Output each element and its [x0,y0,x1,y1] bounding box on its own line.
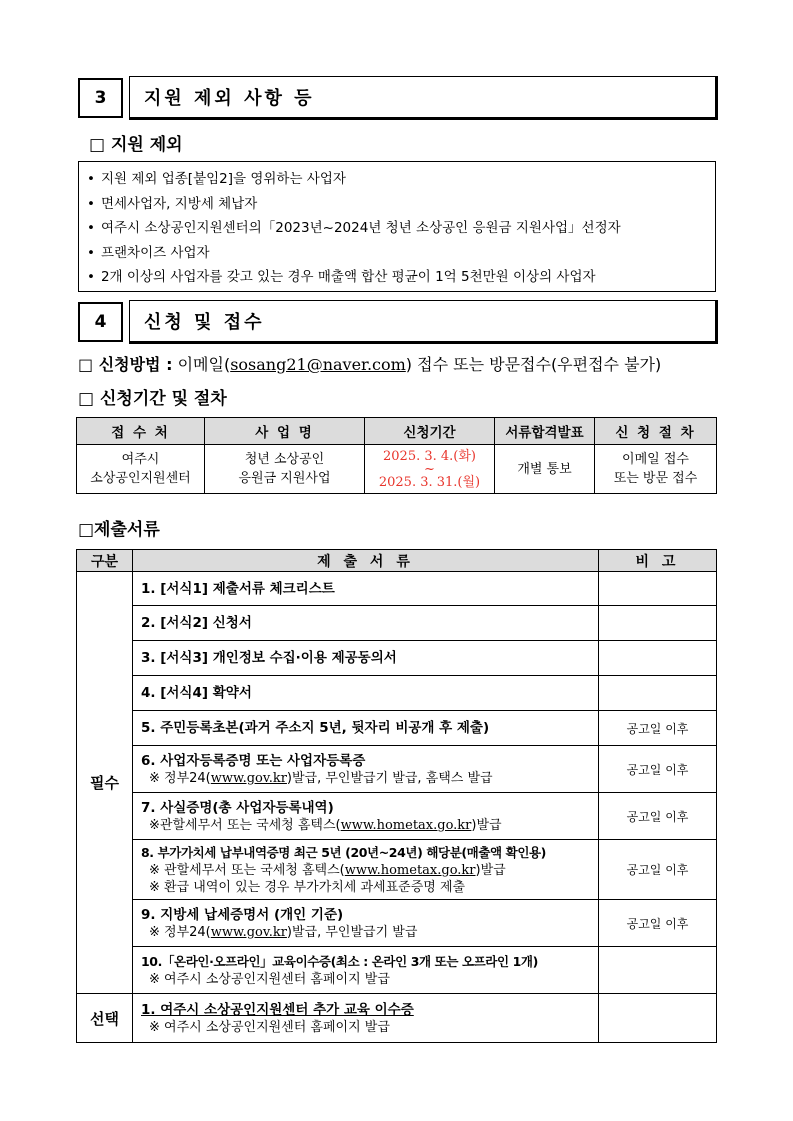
doc-cell [133,676,599,711]
doc-note: 공고일 이후 [599,793,717,840]
method-label: □ 신청방법 : [78,355,173,374]
doc-sub-suffix: )발급, 무인발급기 발급 [286,924,418,940]
procedure-cell [595,445,717,494]
col-category: 구분 [77,550,133,572]
col-period: 신청기간 [365,418,495,445]
method-suffix: ) 접수 또는 방문접수(우편접수 불가) [405,355,662,374]
doc-sub: ※ 여주시 소상공인지원센터 홈페이지 발급 [149,1019,390,1035]
doc-cell [133,900,599,947]
doc-note: 공고일 이후 [599,900,717,947]
col-office: 접 수 처 [77,418,205,445]
doc-note: 공고일 이후 [599,840,717,900]
doc-title: 4. [서식4] 확약서 [141,685,252,701]
table-row [77,606,717,641]
doc-title: 1. 여주시 소상공인지원센터 추가 교육 이수증 [141,1001,414,1018]
table-row [77,572,717,606]
announce-cell: 개별 통보 [495,445,595,494]
table-row [77,840,717,900]
col-announce: 서류합격발표 [495,418,595,445]
doc-cell [133,641,599,676]
exclusion-item: • 프랜차이즈 사업자 [87,241,707,266]
doc-cell [133,994,599,1043]
exclusion-item: • 2개 이상의 사업자를 갖고 있는 경우 매출액 합산 평균이 1억 5천만원 이상의 사업자 [87,265,707,290]
procedure-line: 또는 방문 접수 [613,471,698,486]
doc-title: 2. [서식2] 신청서 [141,615,252,631]
doc-note [599,572,717,606]
program-line: 청년 소상공인 [244,452,325,467]
doc-note [599,676,717,711]
schedule-table [76,417,717,494]
program-cell [205,445,365,494]
table-row [77,947,717,994]
doc-sub [141,817,598,834]
exclusion-item: • 면세사업자, 지방세 체납자 [87,192,707,217]
method-prefix: 이메일( [177,355,231,374]
doc-sub [141,924,598,941]
col-program: 사 업 명 [205,418,365,445]
doc-title: 6. 사업자등록증명 또는 사업자등록증 [141,752,366,769]
exclusion-item: • 지원 제외 업종[붙임2]을 영위하는 사업자 [87,167,707,192]
doc-sub-suffix: )발급 [475,862,506,878]
office-line: 여주시 [121,452,160,467]
gov-link[interactable]: www.gov.kr [210,770,287,786]
email-link[interactable]: sosang21@naver.com [230,355,406,374]
period-separator: ~ [424,461,435,477]
section-4-title: 신청 및 접수 [129,300,718,344]
application-method [78,352,661,375]
table-row [77,900,717,947]
doc-title: 10.「온라인·오프라인」교육이수증(최소 : 온라인 3개 또는 오프라인 1개) [141,953,538,969]
exclusion-item: • 여주시 소상공인지원센터의「2023년~2024년 청년 소상공인 응원금 지원사업」선정자 [87,216,707,241]
col-procedure: 신 청 절 차 [595,418,717,445]
doc-sub-prefix: ※ 정부24( [149,770,211,786]
doc-note [599,606,717,641]
hometax-link[interactable]: www.hometax.go.kr [344,862,476,878]
program-line: 응원금 지원사업 [238,471,331,486]
required-label: 필수 [77,572,133,994]
period-cell [365,445,495,494]
doc-cell [133,947,599,994]
doc-sub [141,862,598,879]
col-documents: 제 출 서 류 [133,550,599,572]
doc-cell [133,711,599,746]
table-row [77,711,717,746]
period-start: 2025. 3. 4.(화) [383,448,476,464]
doc-cell [133,746,599,793]
gov-link[interactable]: www.gov.kr [210,924,287,940]
table-row [77,793,717,840]
period-end: 2025. 3. 31.(월) [378,474,481,490]
doc-note: 공고일 이후 [599,746,717,793]
doc-sub-suffix: )발급, 무인발급기 발급, 홈택스 발급 [286,770,493,786]
doc-title: 8. 부가가치세 납부내역증명 최근 5년 (20년~24년) 해당분(매출액 확인용) [141,844,546,860]
doc-title: 5. 주민등록초본(과거 주소지 5년, 뒷자리 비공개 후 제출) [141,720,490,736]
doc-sub: ※ 환급 내역이 있는 경우 부가가치세 과세표준증명 제출 [149,879,466,895]
doc-sub [141,770,598,787]
table-row [77,746,717,793]
doc-cell [133,572,599,606]
section-4-number: 4 [78,302,123,342]
optional-label: 선택 [77,994,133,1043]
documents-heading: □제출서류 [78,520,160,540]
office-cell [77,445,205,494]
col-remarks: 비 고 [599,550,717,572]
period-heading: □ 신청기간 및 절차 [78,389,227,409]
documents-table [76,549,717,1043]
exclusion-list [78,161,716,292]
doc-note [599,994,717,1043]
doc-title: 9. 지방세 납세증명서 (개인 기준) [141,906,344,923]
table-row [77,641,717,676]
section-3-title: 지원 제외 사항 등 [129,76,718,120]
doc-note [599,641,717,676]
office-line: 소상공인지원센터 [90,471,191,486]
doc-cell [133,840,599,900]
doc-sub-prefix: ※관할세무서 또는 국세청 홈텍스( [149,817,341,833]
doc-sub-prefix: ※ 정부24( [149,924,211,940]
doc-note [599,947,717,994]
procedure-line: 이메일 접수 [622,452,689,467]
doc-cell [133,606,599,641]
subheading-exclusions: □ 지원 제외 [89,135,183,155]
doc-sub-suffix: )발급 [471,817,502,833]
table-row [77,994,717,1043]
doc-title: 3. [서식3] 개인정보 수집·이용 제공동의서 [141,650,397,666]
doc-sub-prefix: ※ 관할세무서 또는 국세청 홈텍스( [149,862,345,878]
hometax-link[interactable]: www.hometax.go.kr [340,817,472,833]
doc-sub: ※ 여주시 소상공인지원센터 홈페이지 발급 [149,971,390,987]
doc-title: 1. [서식1] 제출서류 체크리스트 [141,580,335,597]
doc-note: 공고일 이후 [599,711,717,746]
table-row [77,676,717,711]
doc-title: 7. 사실증명(총 사업자등록내역) [141,799,334,816]
doc-cell [133,793,599,840]
section-3-number: 3 [78,78,123,118]
